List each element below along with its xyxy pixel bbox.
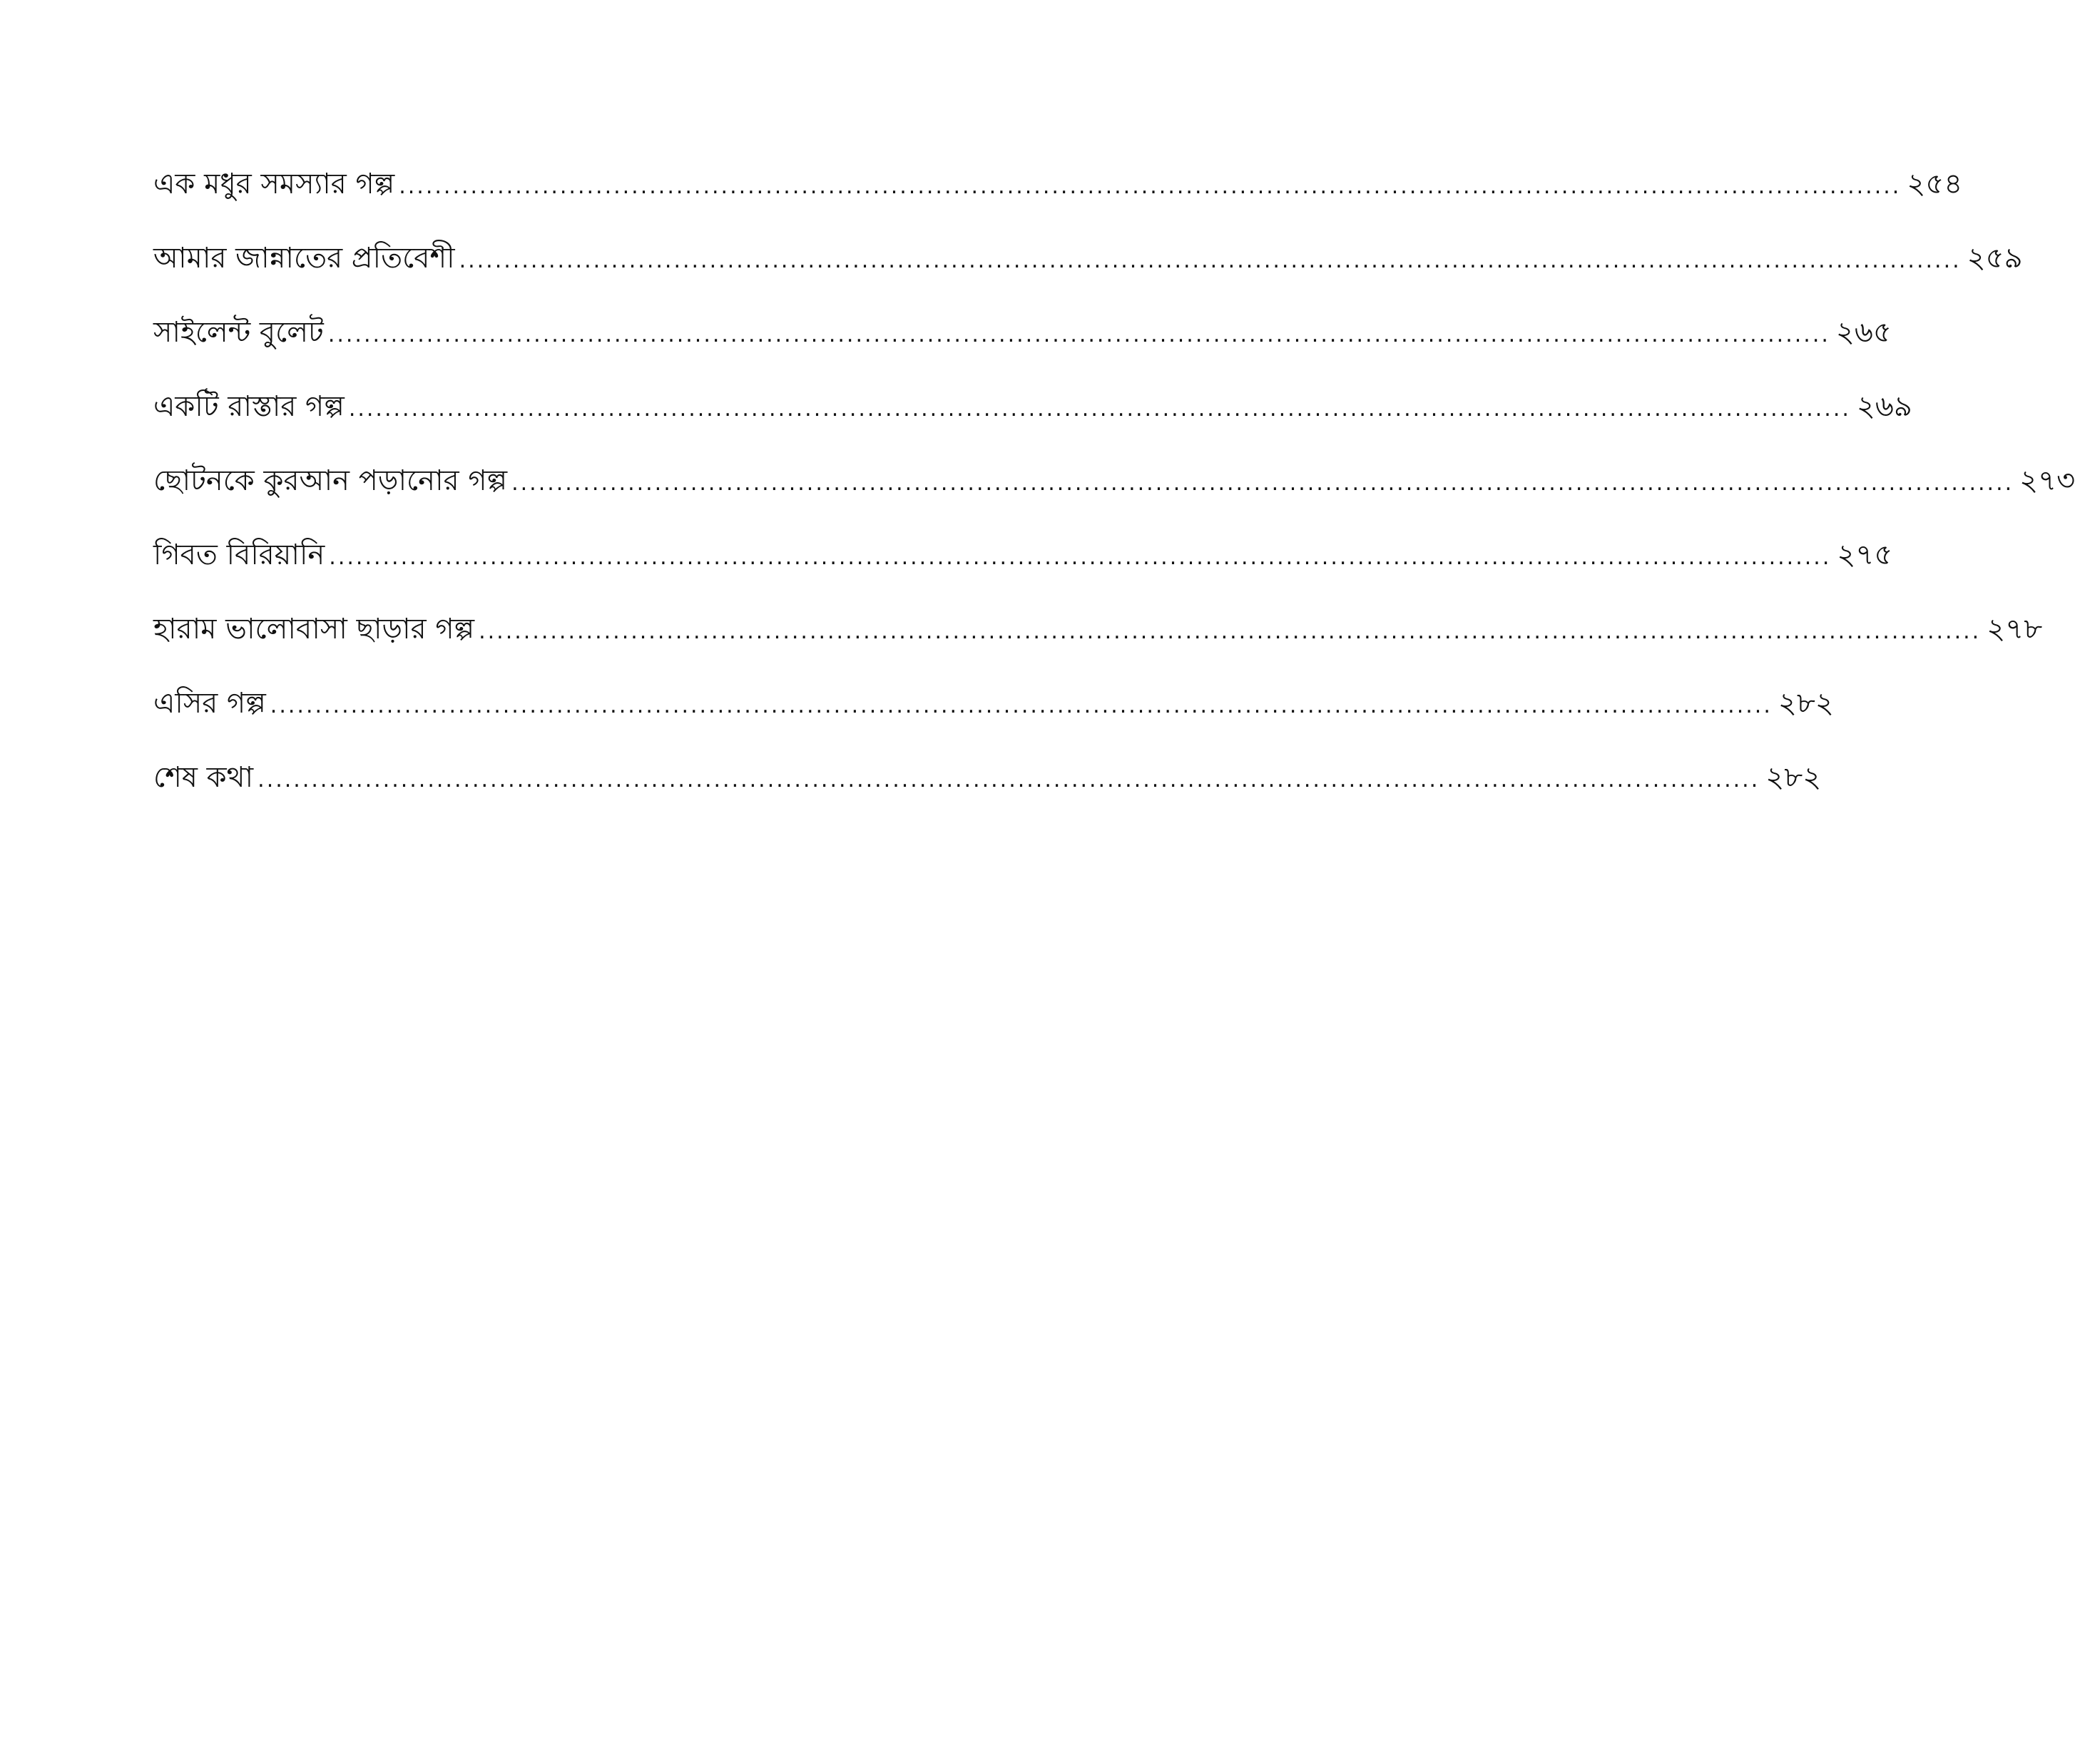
toc-entry-title: শেষ কথা (153, 761, 254, 794)
toc-entry-page: ২৮২ (1765, 761, 1822, 794)
toc-entry-page: ২৬৯ (1856, 390, 1912, 423)
toc-entry[interactable] (153, 682, 1834, 756)
table-of-contents (153, 163, 2075, 830)
dot-leader: ........................................................................................................................................................................ (511, 471, 2014, 496)
dot-leader: ........................................................................................................................................................................ (459, 248, 1962, 273)
toc-entry-title: একটি রাস্তার গল্প (153, 390, 345, 423)
toc-entry-title: হারাম ভালোবাসা ছাড়ার গল্প (153, 613, 475, 646)
toc-entry-page: ২৬৫ (1835, 316, 1892, 349)
dot-leader: ........................................................................................................................................................................ (329, 545, 1832, 570)
dot-leader: ........................................................................................................................................................................ (327, 322, 1830, 347)
toc-entry[interactable] (153, 163, 1963, 237)
dot-leader: ........................................................................................................................................................................ (479, 619, 1982, 644)
dot-leader: ........................................................................................................................................................................ (348, 397, 1851, 422)
toc-entry-page: ২৭৩ (2019, 464, 2075, 497)
toc-entry-title: এসির গল্প (153, 687, 266, 720)
toc-entry[interactable] (153, 459, 2075, 534)
toc-entry[interactable] (153, 534, 1893, 608)
dot-leader: ........................................................................................................................................................................ (399, 174, 1902, 199)
toc-entry[interactable] (153, 311, 1892, 385)
dot-leader: ........................................................................................................................................................................ (258, 768, 1760, 792)
toc-entry-title: গিবত বিরিয়ানি (153, 539, 325, 571)
toc-entry-page: ২৮২ (1778, 687, 1834, 720)
toc-entry[interactable] (153, 756, 1822, 830)
dot-leader: ........................................................................................................................................................................ (270, 693, 1773, 718)
toc-entry[interactable] (153, 608, 2043, 682)
toc-entry-page: ২৭৫ (1837, 539, 1893, 571)
toc-entry-title: এক মধুর সমস্যার গল্প (153, 168, 395, 200)
toc-entry-page: ২৭৮ (1987, 613, 2043, 646)
toc-entry-page: ২৫৪ (1907, 168, 1963, 200)
toc-entry-title: ছোটনকে কুরআন পড়ানোর গল্প (153, 464, 508, 497)
toc-entry[interactable] (153, 385, 1912, 459)
toc-entry-title: সাইলেন্ট বুলেট (153, 316, 324, 349)
toc-entry[interactable] (153, 237, 2023, 311)
toc-entry-title: আমার জান্নাতের প্রতিবেশী (153, 242, 455, 275)
toc-entry-page: ২৫৯ (1967, 242, 2023, 275)
